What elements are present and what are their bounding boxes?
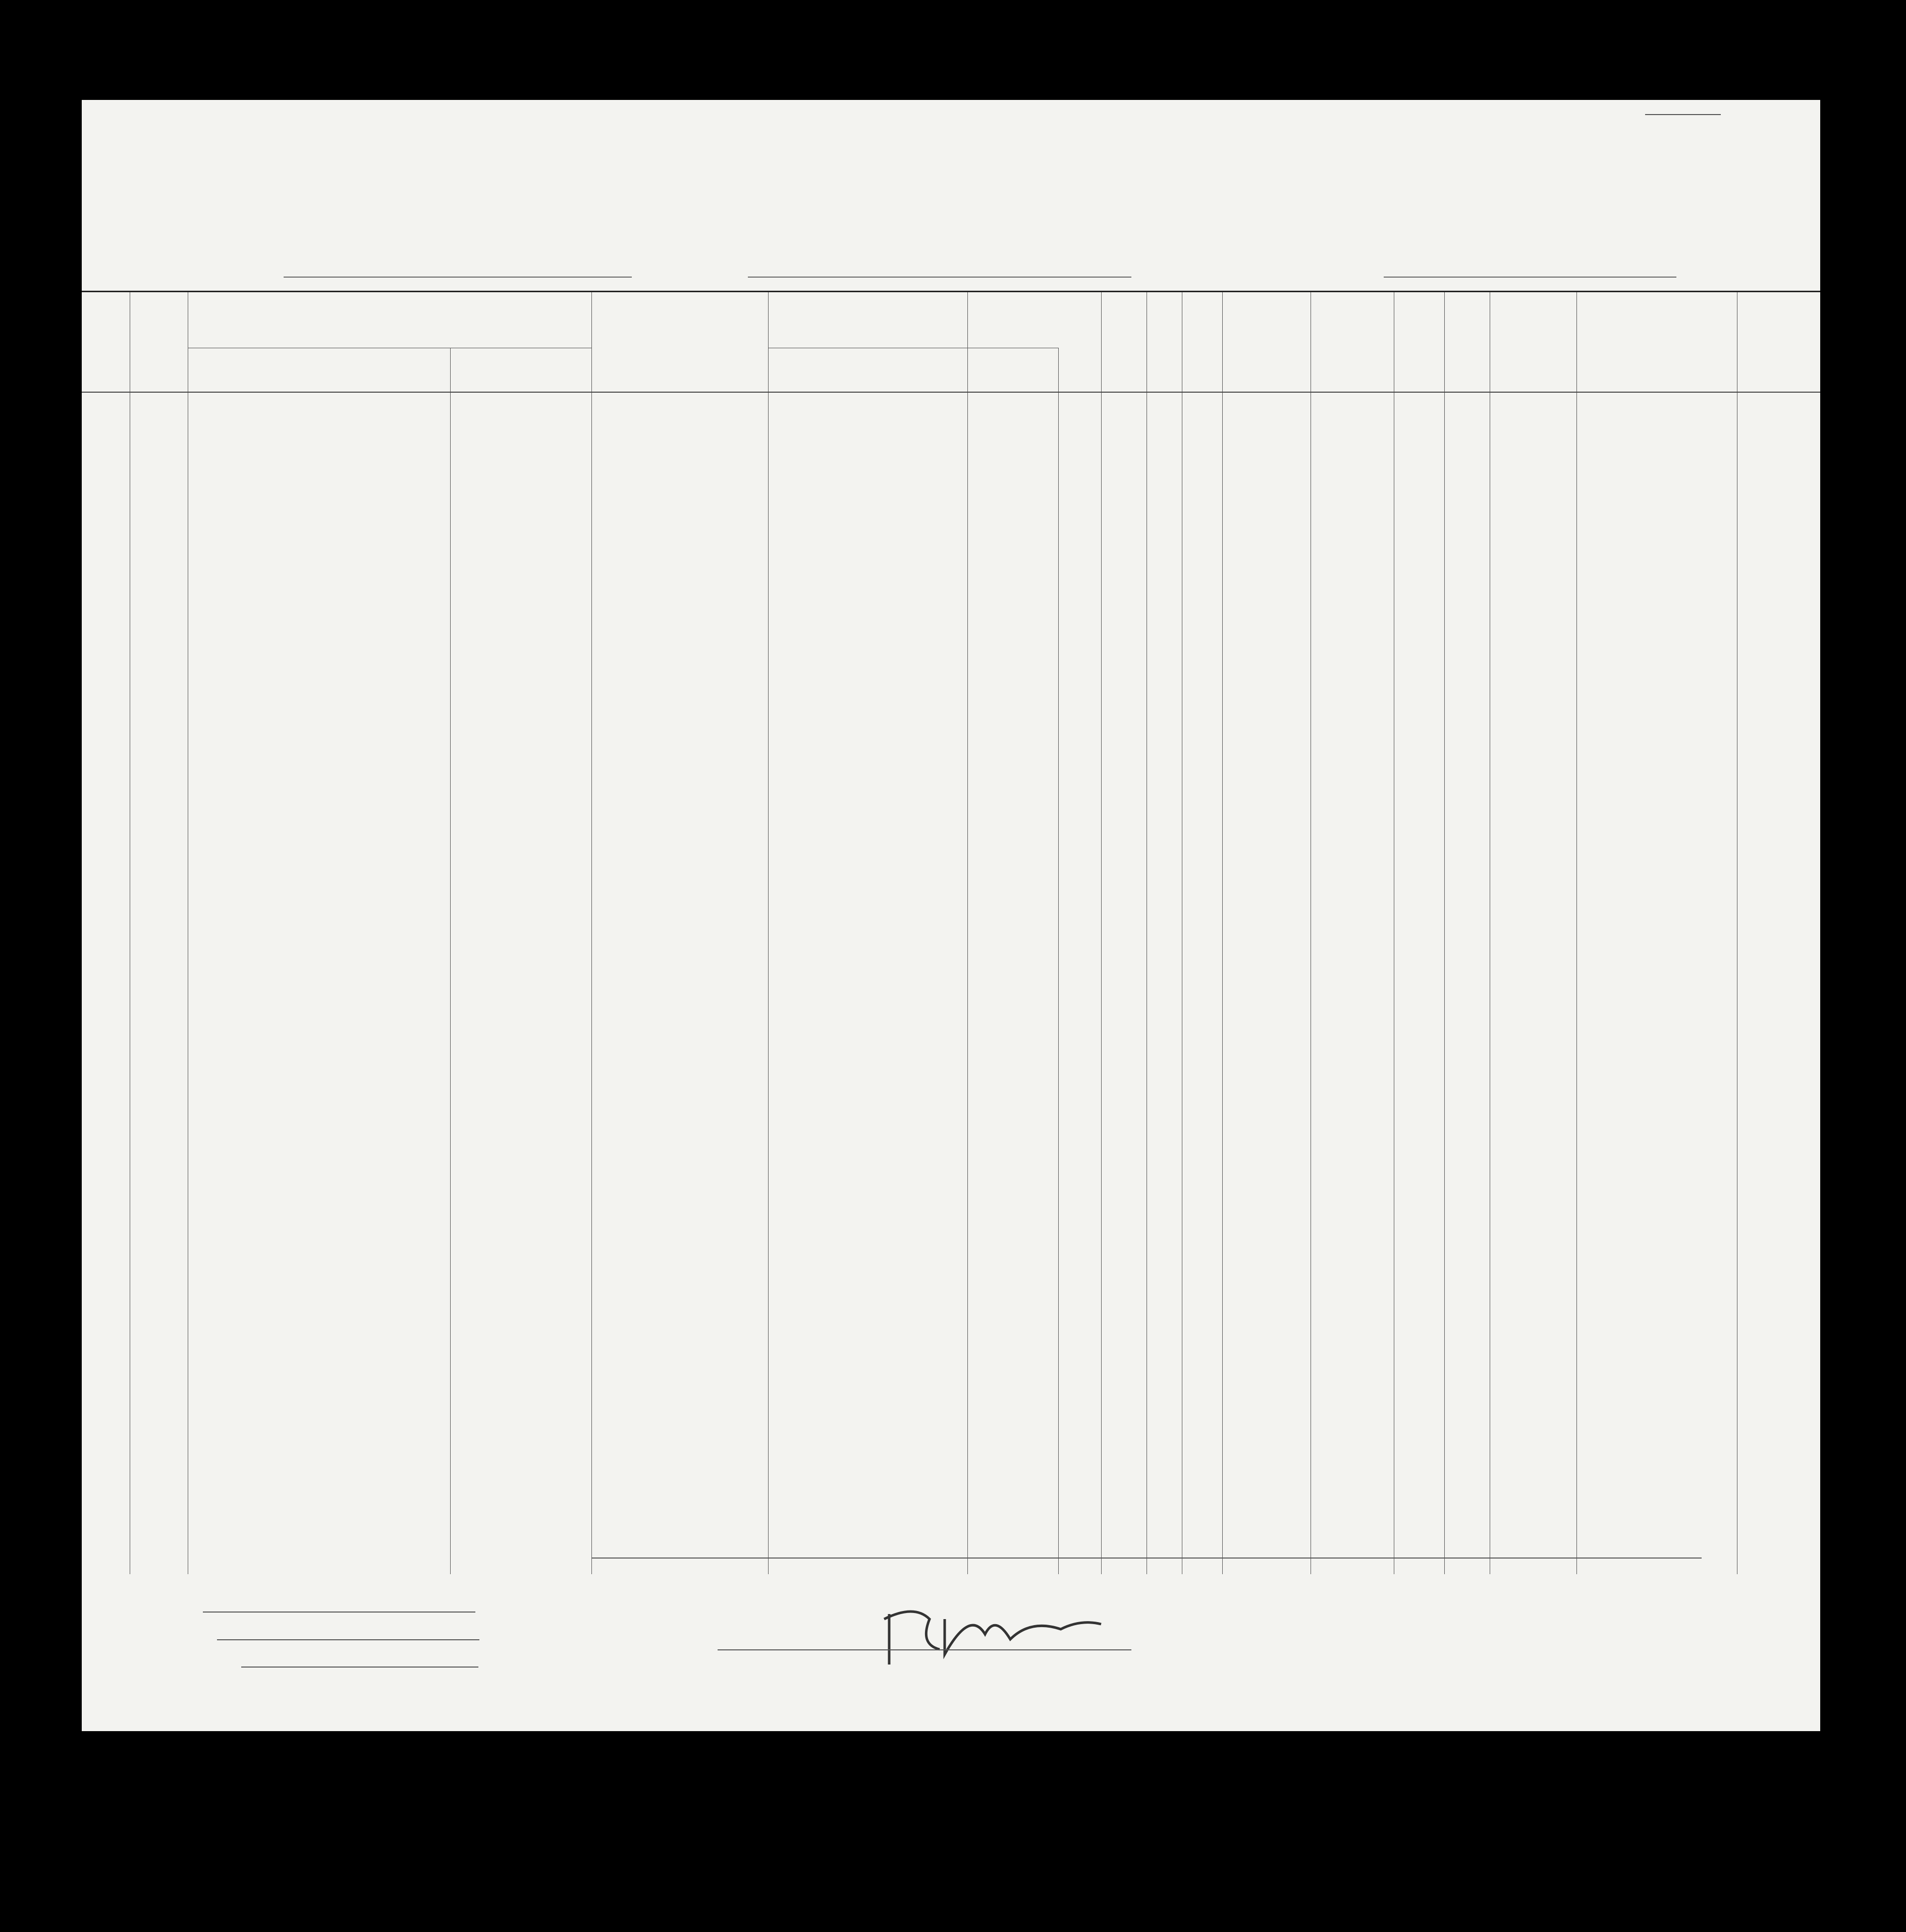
inspector-signature: [869, 1599, 1152, 1675]
crew-manifest-table: [82, 291, 1820, 1574]
manifest-sheet: [82, 100, 1820, 1731]
sheet-number: [1645, 114, 1721, 115]
